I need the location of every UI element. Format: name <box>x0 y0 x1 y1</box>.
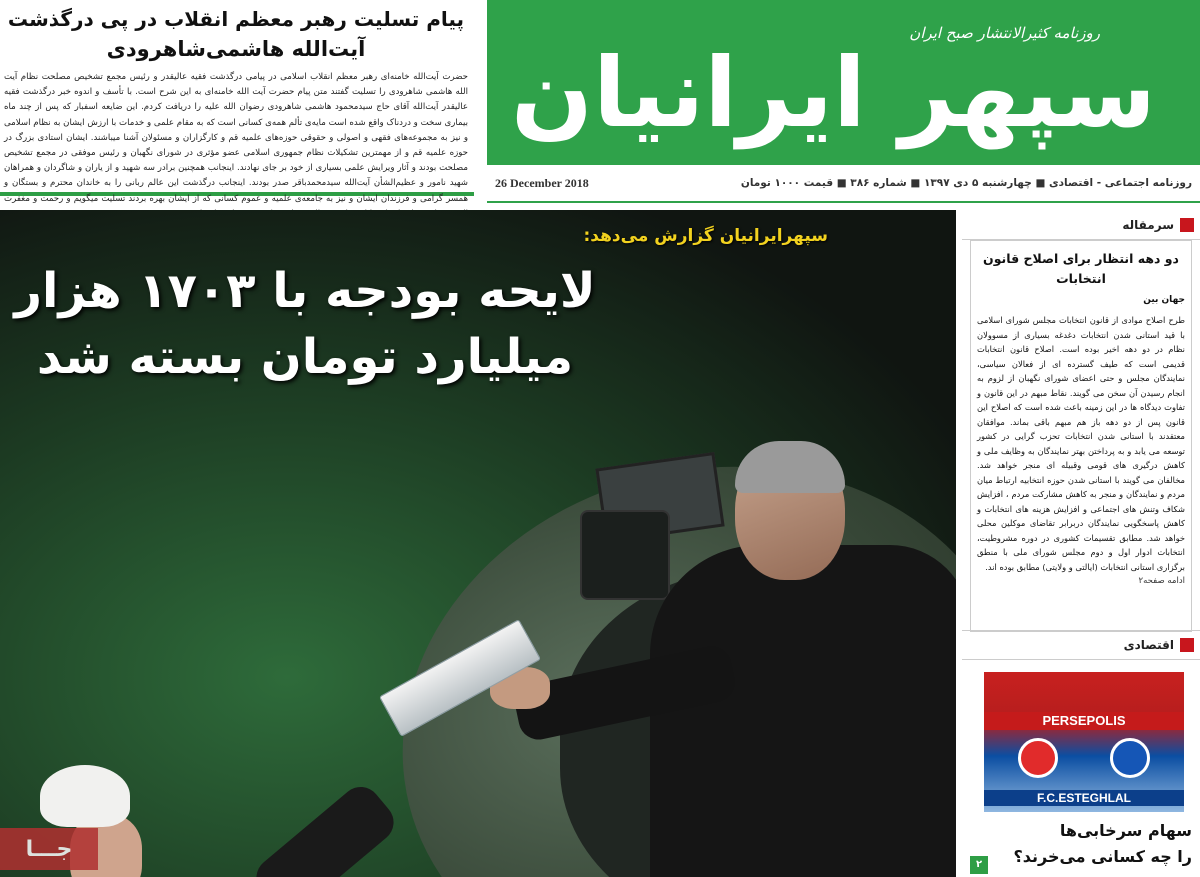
announcement-title-line1[interactable]: پیام تسلیت رهبر معظم انقلاب در پی درگذشت <box>7 7 465 31</box>
persepolis-logo-icon <box>1018 738 1058 778</box>
esteghlal-banner: F.C.ESTEGHLAL <box>984 790 1184 806</box>
masthead-subtitle: روزنامه کثیرالانتشار صبح ایران <box>909 24 1100 42</box>
editorial-section-header <box>962 210 1200 240</box>
esteghlal-logo-icon <box>1110 738 1150 778</box>
economy-headline-line2: را چه کسانی می‌خرند؟ <box>1013 847 1192 866</box>
lead-kicker: سپهرایرانیان گزارش می‌دهد: <box>583 226 828 246</box>
economy-headline[interactable] <box>974 818 1192 870</box>
right-sidebar <box>962 210 1200 877</box>
announcement-body: حضرت آیت‌الله خامنه‌ای رهبر معظم انقلاب اسلامی در پیامی درگذشت فقیه عالیقدر و رئیس مجمع تشخیص مصلحت نظام آیت الله هاشمی شاهرودی را تسلیت گفتند متن پیام حضرت آیت الله خامنه‌ای به این شرح است. با تأسف و اندوه خبر درگذشت فقیه عالیقدر آیت‌الله آقای حاج سیدمحمود هاشمی شاهرودی رضوان الله علیه را دریافت کردم. این ضایعه اسفبار که پس از چند ماه بیماری سخت و دردناک واقع شده است مایه‌ی تألم همه‌ی کسانی است که به مقام علمی و خدمات با ارزش ایشان به نظام اسلامی و نیز به مجموعه‌های فقهی و اصولی و حقوقی حوزه‌های علمیه قم و کارگزاران و مسئولان آشنا میباشند. ایشان استادی بزرگ در حوزه علمیه قم و از مهمترین تشکیلات نظام جمهوری اسلامی عضو مؤثری در شورای نگهبان و رئیس موفقی در مجمع تشخیص مصلحت بودند و آثار ویرایش علمی بسیاری از خود بر جای نهادند. اینجانب همچنین برادر سه شهید و از یاران و شاگردان و همراهان شهید نامور و عظیم‌الشأن آیت‌الله سیدمحمدباقر صدر بودند. اینجانب درگذشت این عالم ربانی را به خاندان محترم و بستگان و همسر گرامی و فرزندان ایشان و نیز به جامعه‌ی علمیه و عموم کسانی که از ایشان بهره بردند تسلیت میگویم و رحمت و مغفرت <box>4 72 468 204</box>
section-marker-icon <box>1180 218 1194 232</box>
editorial-author: جهان بین <box>1143 295 1185 305</box>
announcement-block <box>0 0 474 204</box>
speaker-hair <box>735 441 845 493</box>
lead-headline[interactable] <box>10 258 600 390</box>
issue-date-english: 26 December 2018 <box>495 175 589 190</box>
continued-link[interactable]: ادامه صفحه۲ <box>1138 576 1185 586</box>
president-arm <box>248 779 401 877</box>
issue-info-bar <box>487 165 1200 203</box>
masthead <box>487 0 1200 165</box>
persepolis-banner: PERSEPOLIS <box>984 712 1184 730</box>
section-marker-icon <box>1180 638 1194 652</box>
football-clubs-photo[interactable] <box>984 672 1184 812</box>
watermark-stamp: جـــا <box>0 828 98 870</box>
editorial-article[interactable] <box>970 240 1192 632</box>
speaker-suit <box>650 545 956 877</box>
president-turban <box>40 765 130 827</box>
economy-section-header <box>962 630 1200 660</box>
editorial-title[interactable]: دو دهه انتظار برای اصلاح قانون انتخابات <box>983 251 1179 286</box>
editorial-text: طرح اصلاح موادی از قانون انتخابات مجلس شورای اسلامی با قید استانی شدن انتخابات دغدغه بسیاری از مسوولان نظام در دو دهه اخیر بوده است. اصلاح قانون انتخابات قدیمی است که طیف گسترده ای از فعالان سیاسی، نمایندگان مجلس و حتی اعضای شورای نگهبان از لزوم به انجام رسیدن آن سخن می گویند. نقاط مبهم در این قانون و تفاوت دیدگاه ها در این زمینه باعث شده است که اصلاح این قانون پس از دو دهه باز هم مبهم باقی بماند. موافقان معتقدند با استانی شدن انتخابات تحزب گرایی در کشور توسعه می یابد و به پرداختن بهتر نمایندگان به وظایف ملی و کاهش درگیری های قومی وقبیله ای منجر خواهد شد. مخالفان می گویند با استانی شدن حوزه انتخابیه ارتباط میان مردم و نمایندگان و منجر به کاهش مشارکت مردم ، افزایش شکاف وتنش های اجتماعی و افزایش هزینه های انتخابات و کاهش پاسخگویی نمایندگان دربرابر تقاضای موکلین محلی خواهد شد. مطابق تقسیمات کشوری در دوره مشروطیت، انتخابات ادوار اول و دوم مجلس شورای ملی با منطق برگزاری استانی انتخابات (ایالتی و ولایتی) مطابق بوده اند. <box>977 315 1185 572</box>
issue-meta: روزنامه اجتماعی - اقتصادی ■ چهارشنبه ۵ دی ۱۳۹۷ ■ شماره ۳۸۶ ■ قیمت ۱۰۰۰ تومان <box>740 177 1192 189</box>
newspaper-logo[interactable]: سپهر ایرانیان <box>511 37 1156 149</box>
announcement-title-line2[interactable]: آیت‌الله هاشمی‌شاهرودی <box>106 37 366 61</box>
lead-headline-line1: لایحه بودجه با ۱۷۰۳ هزار <box>14 263 596 319</box>
editorial-section-label: سرمقاله <box>1122 217 1174 232</box>
lead-headline-line2: میلیارد تومان بسته شد <box>36 329 574 385</box>
economy-headline-line1: سهام سرخابی‌ها <box>1059 821 1192 840</box>
speaker-figure <box>600 445 956 877</box>
economy-header-row <box>962 630 1200 660</box>
economy-section-label: اقتصادی <box>1123 638 1174 652</box>
page-number-badge: ۲ <box>970 856 988 874</box>
